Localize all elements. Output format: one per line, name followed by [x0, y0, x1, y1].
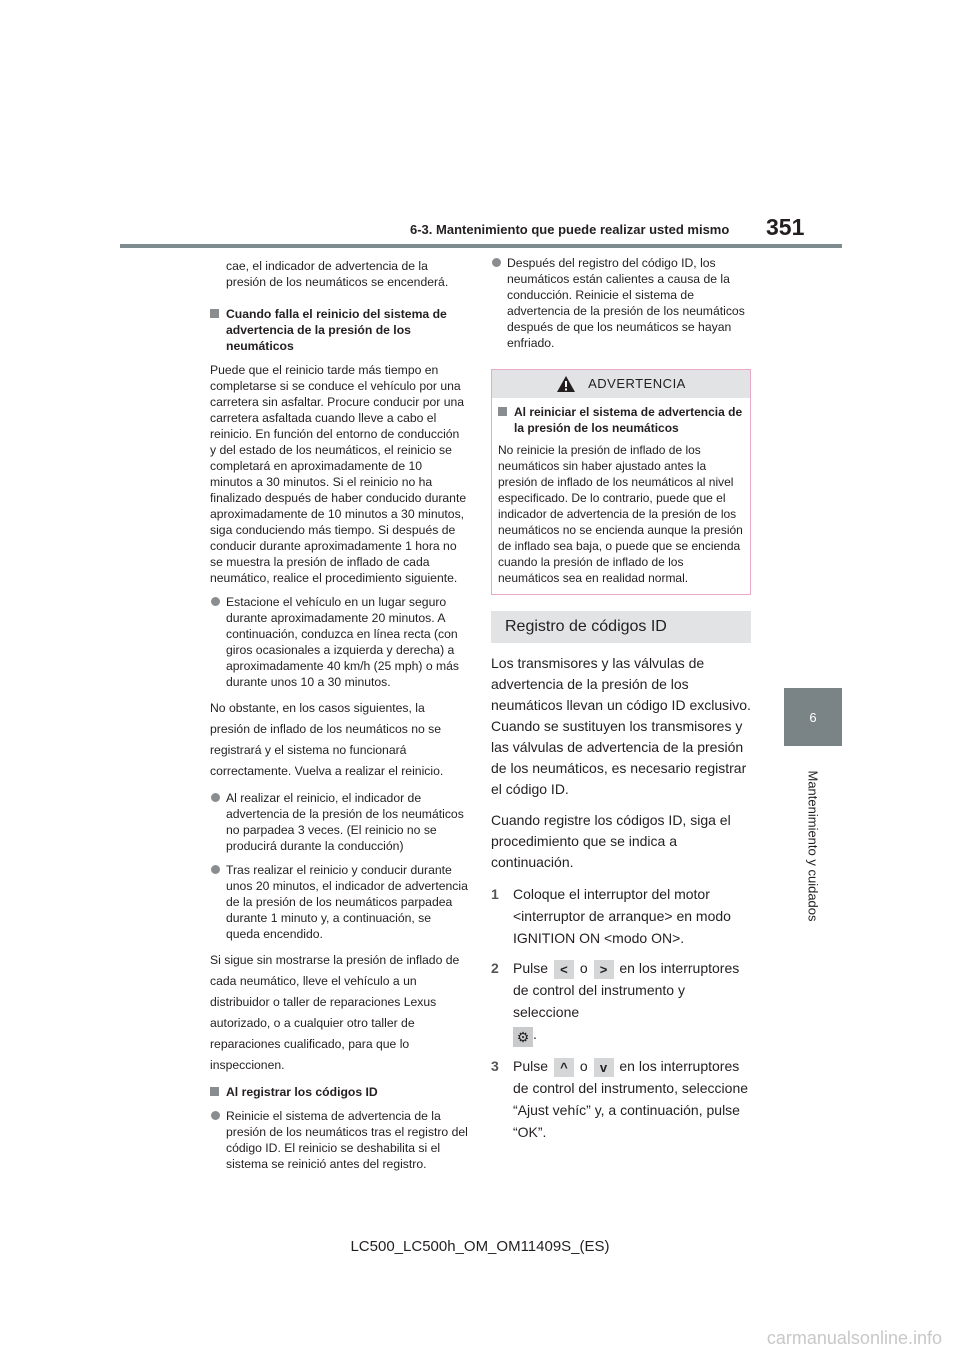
down-arrow-key: v — [594, 1058, 614, 1077]
paragraph: Cuando registre los códigos ID, siga el procedimiento que se indica a continuación. — [491, 812, 731, 870]
paragraph: Puede que el reinicio tarde más tiempo en completarse si se conduce el vehículo por una carretera sin asfaltar. Procure conducir por una carretera asfaltada cuando lleve a cabo el reinicio. En función del entorno de conducción y del estado de los neumáticos, el reinicio se completará en aproximadamente de 10 minutos a 30 minutos. Si el reinicio no ha finalizado después de haber conducido durante aproximadamente de 10 minutos a 30 minutos, siga conduciendo más tiempo. Si después de conducir durante aproximadamente 1 hora no se muestra la presión de inflado de cada neumático, realice el procedimiento siguiente. — [210, 363, 467, 585]
step-text: Pulse — [513, 960, 549, 976]
right-column — [491, 255, 751, 1151]
left-arrow-key: < — [554, 960, 574, 979]
step-number: 2 — [491, 960, 499, 976]
heading-register-id: Al registrar los códigos ID — [210, 1084, 468, 1100]
step-number: 1 — [491, 886, 499, 902]
circle-bullet-icon — [211, 865, 220, 874]
heading-reset-failure: Cuando falla el reinicio del sistema de advertencia de la presión de los neumáticos — [210, 306, 468, 354]
bullet-item: Tras realizar el reinicio y conducir durante unos 20 minutos, el indicador de advertencia de la presión de los neumáticos parpadea durante 1 minuto y, a continuación, se queda encendido. — [210, 862, 468, 942]
step-text: o — [579, 1058, 588, 1075]
warning-heading: Al reiniciar el sistema de advertencia de la presión de los neumáticos — [498, 404, 744, 436]
chapter-tab: 6 — [784, 688, 842, 746]
bullet-item: Estacione el vehículo en un lugar seguro durante aproximadamente 20 minutos. A continuación, conduzca en línea recta (con giros ocasionales a izquierda y derecha) a aproximadamente 40 km/h (25 mph) o más durante unos 10 a 30 minutos. — [210, 594, 468, 690]
square-bullet-icon — [210, 309, 219, 318]
step-text: . — [533, 1026, 537, 1042]
page-number: 351 — [766, 214, 805, 240]
left-column — [210, 258, 468, 1180]
right-arrow-key: > — [594, 960, 614, 979]
step-text: Pulse — [513, 1058, 549, 1075]
watermark: carmanualsonline.info — [766, 1328, 942, 1348]
paragraph: Los transmisores y las válvulas de advertencia de la presión de los neumáticos llevan un código ID exclusivo. Cuando se sustituyen los transmisores y las válvulas de advertencia de la presión de los neumáticos, es necesario registrar el código ID. — [491, 655, 751, 797]
warning-title: ADVERTENCIA — [588, 376, 686, 391]
intro-continuation: cae, el indicador de advertencia de la presión de los neumáticos se encenderá. — [226, 259, 449, 289]
section-title: Registro de códigos ID — [491, 611, 751, 643]
paragraph: No obstante, en los casos siguientes, la presión de inflado de los neumáticos no se registrará y el sistema no funcionará correctamente. Vuelva a realizar el reinicio. — [210, 701, 444, 778]
step-3 — [491, 1055, 751, 1143]
circle-bullet-icon — [211, 793, 220, 802]
header-rule — [120, 244, 842, 248]
bullet-item: Después del registro del código ID, los neumáticos están calientes a causa de la conducción. Reinicie el sistema de advertencia de la presión de los neumáticos después de que los neumáticos se hayan enfriado. — [491, 255, 751, 351]
paragraph: Si sigue sin mostrarse la presión de inflado de cada neumático, lleve el vehículo a un distribuidor o taller de reparaciones Lexus autorizado, o a cualquier otro taller de reparaciones cualificado, para que lo inspeccionen. — [210, 953, 460, 1072]
warning-text: No reinicie la presión de inflado de los neumáticos sin haber ajustado antes la presión de inflado de los neumáticos al nivel especificado. De lo contrario, puede que el indicador de advertencia de la presión de los neumáticos no se encienda aunque la presión de inflado sea baja, o puede que se encienda cuando la presión de inflado de los neumáticos sea en realidad normal. — [498, 443, 743, 585]
step-text: en los interruptores de control del instrumento, seleccione “Ajust vehíc” y, a continuación, pulse “OK”. — [513, 1058, 749, 1141]
step-2 — [491, 957, 751, 1047]
gear-icon: ⚙ — [513, 1027, 533, 1047]
square-bullet-icon — [498, 407, 507, 416]
circle-bullet-icon — [211, 597, 220, 606]
step-1 — [491, 883, 751, 949]
chapter-side-title: Mantenimiento y cuidados — [805, 770, 821, 922]
step-text: o — [579, 960, 588, 976]
step-text: Coloque el interruptor del motor <interruptor de arranque> en modo IGNITION ON <modo ON>. — [513, 886, 731, 946]
circle-bullet-icon — [492, 258, 501, 267]
bullet-item: Al realizar el reinicio, el indicador de advertencia de la presión de los neumáticos no parpadea 3 veces. (El reinicio no se producirá durante la conducción) — [210, 790, 468, 854]
page-header-title: 6-3. Mantenimiento que puede realizar usted mismo — [410, 222, 730, 237]
warning-header — [492, 370, 750, 398]
circle-bullet-icon — [211, 1111, 220, 1120]
square-bullet-icon — [210, 1087, 219, 1096]
up-arrow-key: ^ — [554, 1058, 574, 1077]
step-number: 3 — [491, 1058, 499, 1075]
footer-model-code: LC500_LC500h_OM_OM11409S_(ES) — [350, 1238, 610, 1255]
warning-triangle-icon — [556, 375, 576, 393]
step-text: en los interruptores de control del instrumento y seleccione — [513, 960, 740, 1020]
bullet-item: Reinicie el sistema de advertencia de la presión de los neumáticos tras el registro del código ID. El reinicio se deshabilita si el sistema se reinició antes del registro. — [210, 1108, 468, 1172]
warning-box — [491, 369, 751, 595]
